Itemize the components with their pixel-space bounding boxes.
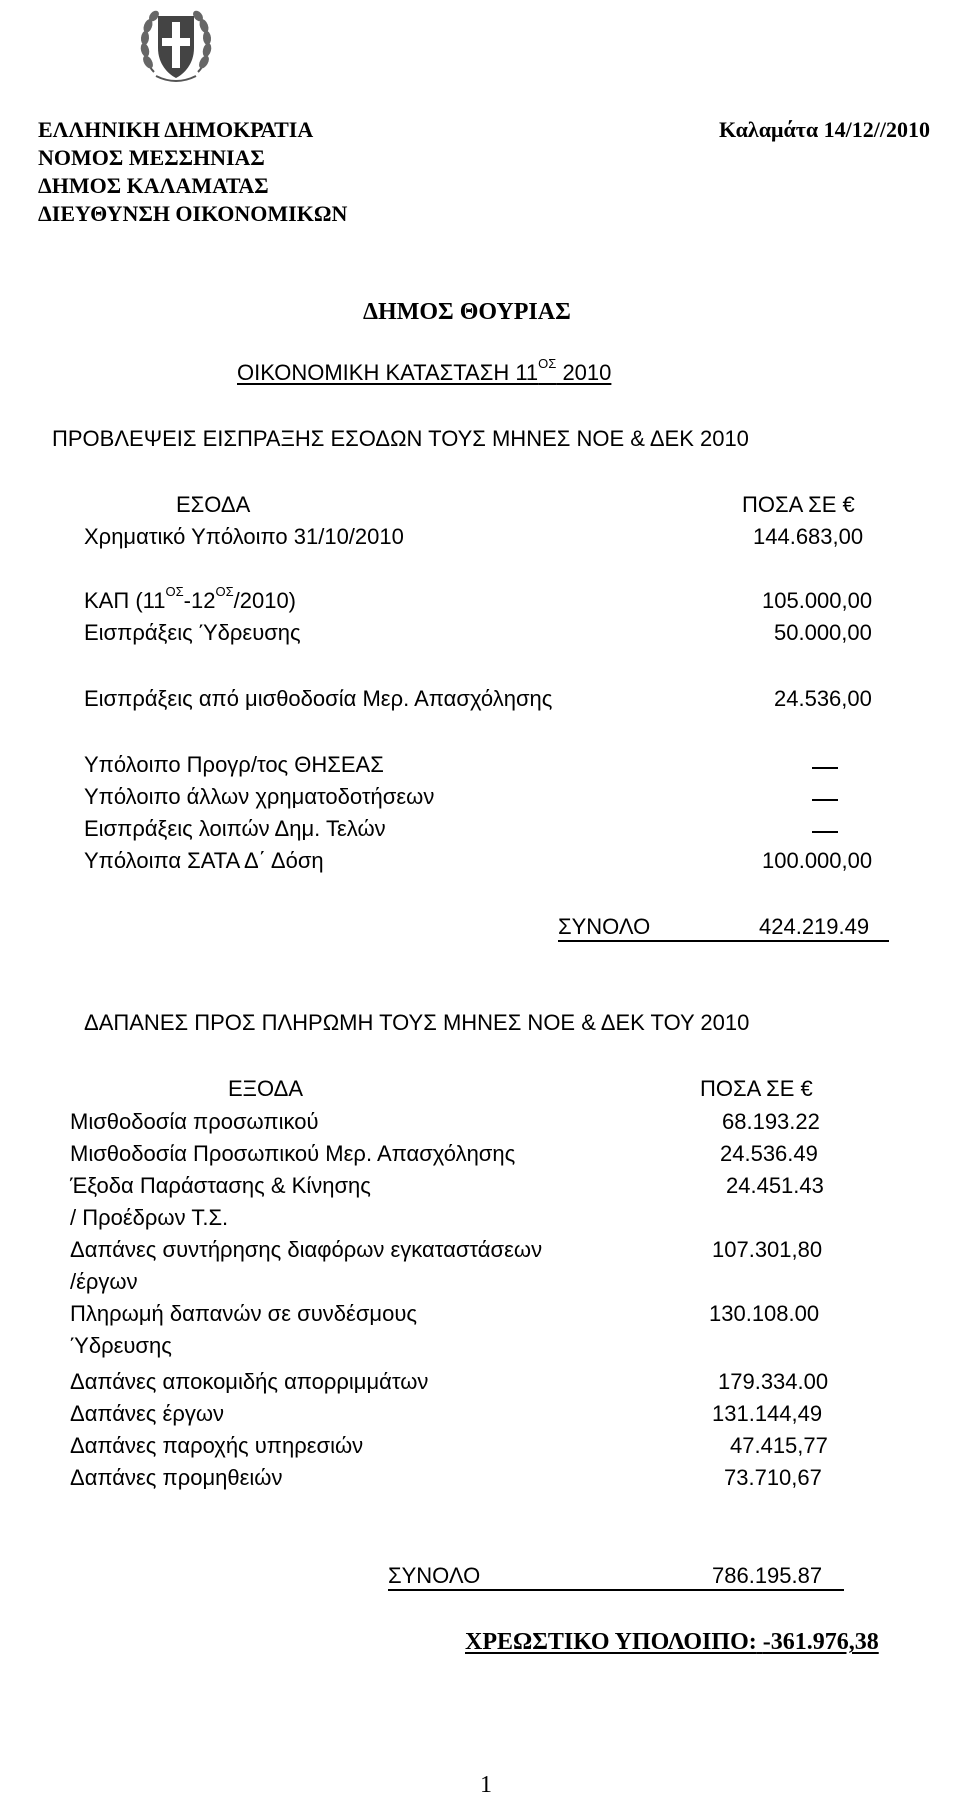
- expense-label-6: Πληρωμή δαπανών σε συνδέσμους: [70, 1301, 417, 1326]
- income-theseas-dash: [812, 767, 838, 769]
- header-line-1: ΕΛΛΗΝΙΚΗ ΔΗΜΟΚΡΑΤΙΑ: [38, 117, 314, 142]
- income-sata-amount: 100.000,00: [762, 848, 873, 873]
- report-title-sup: ΟΣ: [538, 355, 557, 371]
- income-col-label: ΕΣΟΔΑ: [176, 492, 251, 517]
- income-total-label: ΣΥΝΟΛΟ: [558, 914, 651, 939]
- income-payroll-label: Εισπράξεις από μισθοδοσία Μερ. Απασχόλησης: [84, 686, 553, 711]
- forecast-title: ΠΡΟΒΛΕΨΕΙΣ ΕΙΣΠΡΑΞΗΣ ΕΣΟΔΩΝ ΤΟΥΣ ΜΗΝΕΣ ΝΟΕ & ΔΕΚ 2010: [52, 426, 749, 451]
- expense-label-5: /έργων: [70, 1269, 138, 1294]
- header-line-4: ΔΙΕΥΘΥΝΣΗ ΟΙΚΟΝΟΜΙΚΩΝ: [38, 201, 348, 226]
- expense-amount-9: 131.144,49: [712, 1401, 823, 1426]
- income-other-funding-dash: [812, 799, 838, 801]
- expense-amount-0: 68.193.22: [722, 1109, 820, 1134]
- expense-amount-8: 179.334.00: [718, 1369, 829, 1394]
- expense-label-11: Δαπάνες προμηθειών: [70, 1465, 283, 1490]
- kap-sup-2: ΟΣ: [215, 583, 234, 599]
- debit-balance: [465, 1628, 879, 1656]
- income-theseas-label: Υπόλοιπο Προγρ/τος ΘΗΣΕΑΣ: [84, 752, 384, 777]
- expense-label-4: Δαπάνες συντήρησης διαφόρων εγκαταστάσεων: [70, 1237, 543, 1262]
- expense-label-10: Δαπάνες παροχής υπηρεσιών: [70, 1433, 364, 1458]
- report-title: [237, 355, 612, 388]
- debit-balance-amount: -361.976,38: [762, 1629, 879, 1655]
- kap-post: /2010): [233, 588, 297, 613]
- expenses-col-label: ΕΞΟΔΑ: [228, 1076, 303, 1101]
- expense-amount-4: 107.301,80: [712, 1237, 823, 1262]
- document-date: Καλαμάτα 14/12//2010: [718, 117, 930, 142]
- coat-of-arms-emblem: [134, 2, 218, 86]
- expenses-total-amount: 786.195.87: [712, 1563, 823, 1588]
- kap-sup-1: ΟΣ: [165, 583, 184, 599]
- header-line-2: ΝΟΜΟΣ ΜΕΣΣΗΝΙΑΣ: [38, 145, 265, 170]
- report-title-post: 2010: [556, 360, 612, 385]
- expenses-total-underline: [388, 1589, 844, 1591]
- expense-amount-11: 73.710,67: [724, 1465, 822, 1490]
- expense-amount-1: 24.536.49: [720, 1141, 818, 1166]
- expense-label-3: / Προέδρων Τ.Σ.: [70, 1205, 229, 1230]
- expense-label-2: Έξοδα Παράστασης & Κίνησης: [70, 1173, 371, 1198]
- income-water-amount: 50.000,00: [774, 620, 872, 645]
- expense-amount-10: 47.415,77: [730, 1433, 828, 1458]
- expense-amount-6: 130.108.00: [709, 1301, 820, 1326]
- expense-label-8: Δαπάνες αποκομιδής απορριμμάτων: [70, 1369, 429, 1394]
- header-line-3: ΔΗΜΟΣ ΚΑΛΑΜΑΤΑΣ: [38, 173, 269, 198]
- report-title-pre: ΟΙΚΟΝΟΜΙΚΗ ΚΑΤΑΣΤΑΣΗ 11: [237, 360, 539, 385]
- income-water-label: Εισπράξεις Ύδρευσης: [84, 620, 301, 645]
- income-balance-label: Χρηματικό Υπόλοιπο 31/10/2010: [84, 524, 404, 549]
- expense-label-1: Μισθοδοσία Προσωπικού Μερ. Απασχόλησης: [70, 1141, 516, 1166]
- income-kap-label: [84, 583, 297, 616]
- income-other-funding-label: Υπόλοιπο άλλων χρηματοδοτήσεων: [84, 784, 435, 809]
- kap-pre: ΚΑΠ (11: [84, 588, 166, 613]
- income-kap-amount: 105.000,00: [762, 588, 873, 613]
- expenses-col-amount: ΠΟΣΑ ΣΕ €: [700, 1076, 813, 1101]
- expense-label-7: Ύδρευσης: [70, 1333, 172, 1358]
- expenses-total-label: ΣΥΝΟΛΟ: [388, 1563, 481, 1588]
- income-col-amount: ΠΟΣΑ ΣΕ €: [742, 492, 855, 517]
- page-number: 1: [480, 1772, 492, 1798]
- expense-label-9: Δαπάνες έργων: [70, 1401, 225, 1426]
- income-payroll-amount: 24.536,00: [774, 686, 872, 711]
- income-sata-label: Υπόλοιπα ΣΑΤΑ Δ΄ Δόση: [84, 848, 324, 873]
- municipality-title: ΔΗΜΟΣ ΘΟΥΡΙΑΣ: [363, 299, 571, 325]
- income-total-amount: 424.219.49: [759, 914, 870, 939]
- expenses-heading: ΔΑΠΑΝΕΣ ΠΡΟΣ ΠΛΗΡΩΜΗ ΤΟΥΣ ΜΗΝΕΣ ΝΟΕ & ΔΕΚ ΤΟΥ 2010: [84, 1010, 750, 1035]
- income-fees-label: Εισπράξεις λοιπών Δημ. Τελών: [84, 816, 386, 841]
- income-balance-amount: 144.683,00: [753, 524, 864, 549]
- debit-balance-label: ΧΡΕΩΣΤΙΚΟ ΥΠΟΛΟΙΠΟ:: [465, 1629, 757, 1655]
- laurel-shield-icon: [134, 2, 218, 86]
- income-total-underline: [558, 940, 889, 942]
- income-fees-dash: [812, 831, 838, 833]
- expense-amount-2: 24.451.43: [726, 1173, 824, 1198]
- expense-label-0: Μισθοδοσία προσωπικού: [70, 1109, 319, 1134]
- kap-mid: -12: [183, 588, 216, 613]
